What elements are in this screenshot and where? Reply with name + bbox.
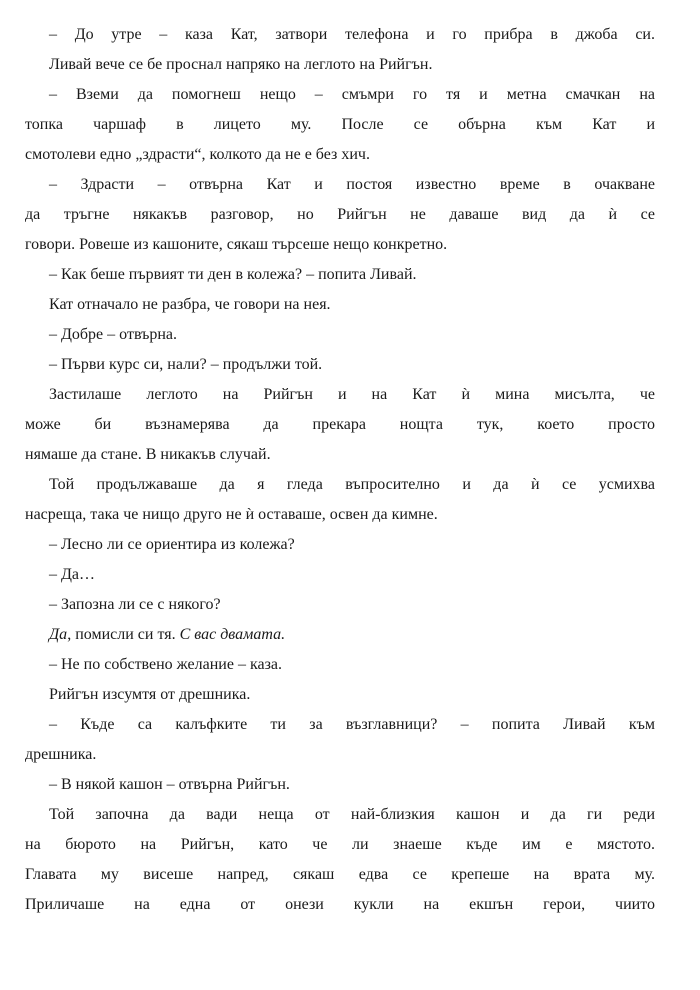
text-line-18: – Лесно ли се ориентира из колежа? <box>49 536 295 553</box>
text-line-7: да тръгне някакъв разговор, но Рийгън не даваше вид да ѝ се <box>25 206 655 223</box>
text-line-2: Ливай вече се бе проснал напряко на леглото на Рийгън. <box>49 56 433 73</box>
text-line-4: топка чаршаф в лицето му. После се обърна към Кат и <box>25 116 655 133</box>
text-line-27: Той започна да вади неща от най-близкия кашон и да ги реди <box>49 806 655 823</box>
thought-attribution: , помисли си тя. <box>67 626 180 643</box>
text-line-29: Главата му висеше напред, сякаш едва се крепеше на врата му. <box>25 866 655 883</box>
text-line-28: на бюрото на Рийгън, като че ли знаеше къде им е мястото. <box>25 836 655 853</box>
italic-word-da: Да <box>49 626 68 643</box>
text-line-12: – Първи курс си, нали? – продължи той. <box>49 356 323 373</box>
text-line-14: може би възнамерява да прекара нощта тук, което просто <box>25 416 655 433</box>
text-line-30: Приличаше на една от онези кукли на екшън герои, чиито <box>25 896 655 913</box>
text-line-25: дрешника. <box>25 746 97 763</box>
text-line-20: – Запозна ли се с някого? <box>49 596 221 613</box>
text-line-9: – Как беше първият ти ден в колежа? – попита Ливай. <box>49 266 417 283</box>
text-line-10: Кат отначало не разбра, че говори на нея. <box>49 296 331 313</box>
text-line-5: смотолеви едно „здрасти“, колкото да не е без хич. <box>25 146 370 163</box>
text-line-6: – Здрасти – отвърна Кат и постоя известно време в очакване <box>49 176 655 193</box>
text-line-21: Да, помисли си тя. С вас двамата. <box>49 626 286 643</box>
text-line-23: Рийгън изсумтя от дрешника. <box>49 686 251 703</box>
italic-phrase: С вас двамата <box>179 626 282 643</box>
text-line-3: – Вземи да помогнеш нещо – смъмри го тя и метна смачкан на <box>49 86 655 103</box>
text-line-17: насреща, така че нищо друго не ѝ оставаше, освен да кимне. <box>25 506 438 523</box>
text-line-19: – Да… <box>49 566 96 583</box>
book-page <box>25 26 655 926</box>
text-line-1: – До утре – каза Кат, затвори телефона и го прибра в джоба си. <box>49 26 655 43</box>
text-line-26: – В някой кашон – отвърна Рийгън. <box>49 776 290 793</box>
text-line-15: нямаше да стане. В никакъв случай. <box>25 446 271 463</box>
text-line-22: – Не по собствено желание – каза. <box>49 656 282 673</box>
text-line-16: Той продължаваше да я гледа въпросително и да ѝ се усмихва <box>49 476 655 493</box>
text-line-24: – Къде са калъфките ти за възглавници? – попита Ливай към <box>49 716 655 733</box>
text-line-8: говори. Ровеше из кашоните, сякаш търсеше нещо конкретно. <box>25 236 448 253</box>
text-line-11: – Добре – отвърна. <box>49 326 178 343</box>
text-line-13: Застилаше леглото на Рийгън и на Кат ѝ мина мисълта, че <box>49 386 655 403</box>
